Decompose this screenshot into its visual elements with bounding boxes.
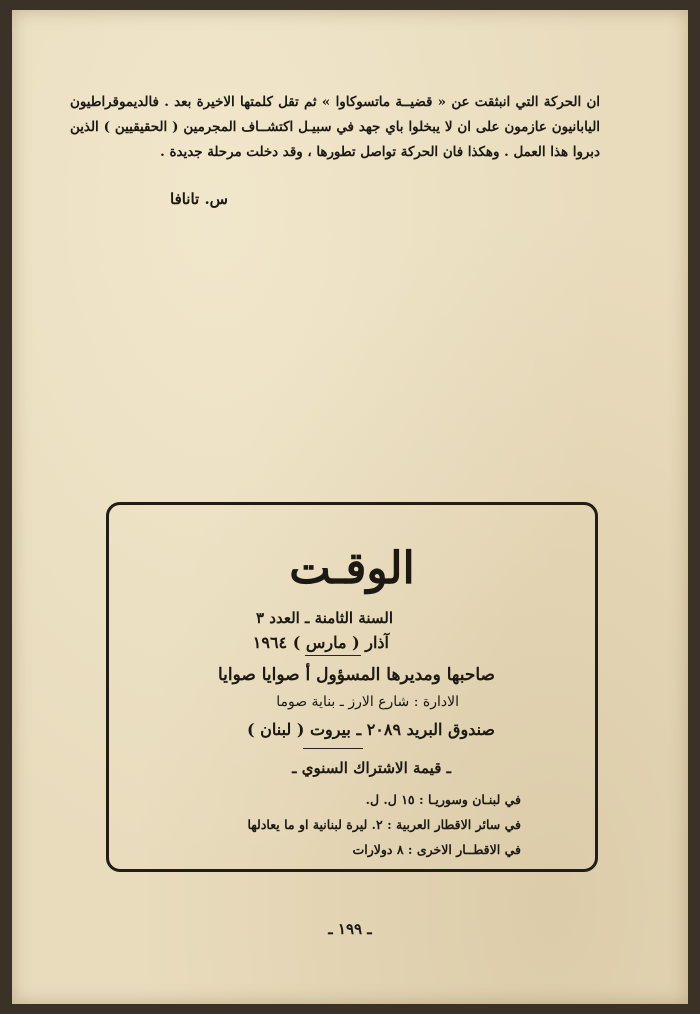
divider [305, 655, 361, 656]
year-issue-line: السنة الثامنة ـ العدد ٣ [256, 609, 393, 627]
subscription-rate-lebanon-syria: في لبنـان وسوريـا : ١٥ ل. ل. [365, 792, 521, 807]
body-paragraph: ان الحركة التي انبثقت عن « قضيــة ماتسوكاوا » ثم تقل كلمتها الاخيرة بعد . فالديموقراطيون اليابانيون عازمون على ان لا يبخلوا باي جهد في سبيـل اكتشــاف المجرمين ( الحقيقيين ) الذين دبروا هذا العمل . وهكذا فان الحركة تواصل تطورها ، وقد دخلت مرحلة جديدة . [70, 94, 600, 160]
subscription-rate-arab-countries: في سائر الاقطار العربية : ٢. ليرة لبنانية او ما يعادلها [247, 817, 521, 832]
divider [303, 748, 363, 749]
document-page [12, 10, 688, 1004]
magazine-masthead: الوقـت [289, 543, 415, 594]
imprint-box [106, 502, 598, 872]
author-signature: س. تانافا [170, 190, 228, 208]
subscription-rate-other-countries: في الاقطــار الاخرى : ٨ دولارات [352, 842, 521, 857]
administration-line: الادارة : شارع الارز ـ بناية صوما [276, 694, 459, 710]
subscription-title: ـ قيمة الاشتراك السنوي ـ [292, 759, 451, 777]
po-box-line: صندوق البريد ٢٠٨٩ ـ بيروت ( لبنان ) [246, 720, 495, 739]
issue-date-line: آذار ( مارس ) ١٩٦٤ [252, 633, 389, 652]
page-number: ـ ١٩٩ ـ [328, 920, 372, 938]
owner-line: صاحبها ومديرها المسؤول أ صوايا صوايا [217, 665, 495, 685]
